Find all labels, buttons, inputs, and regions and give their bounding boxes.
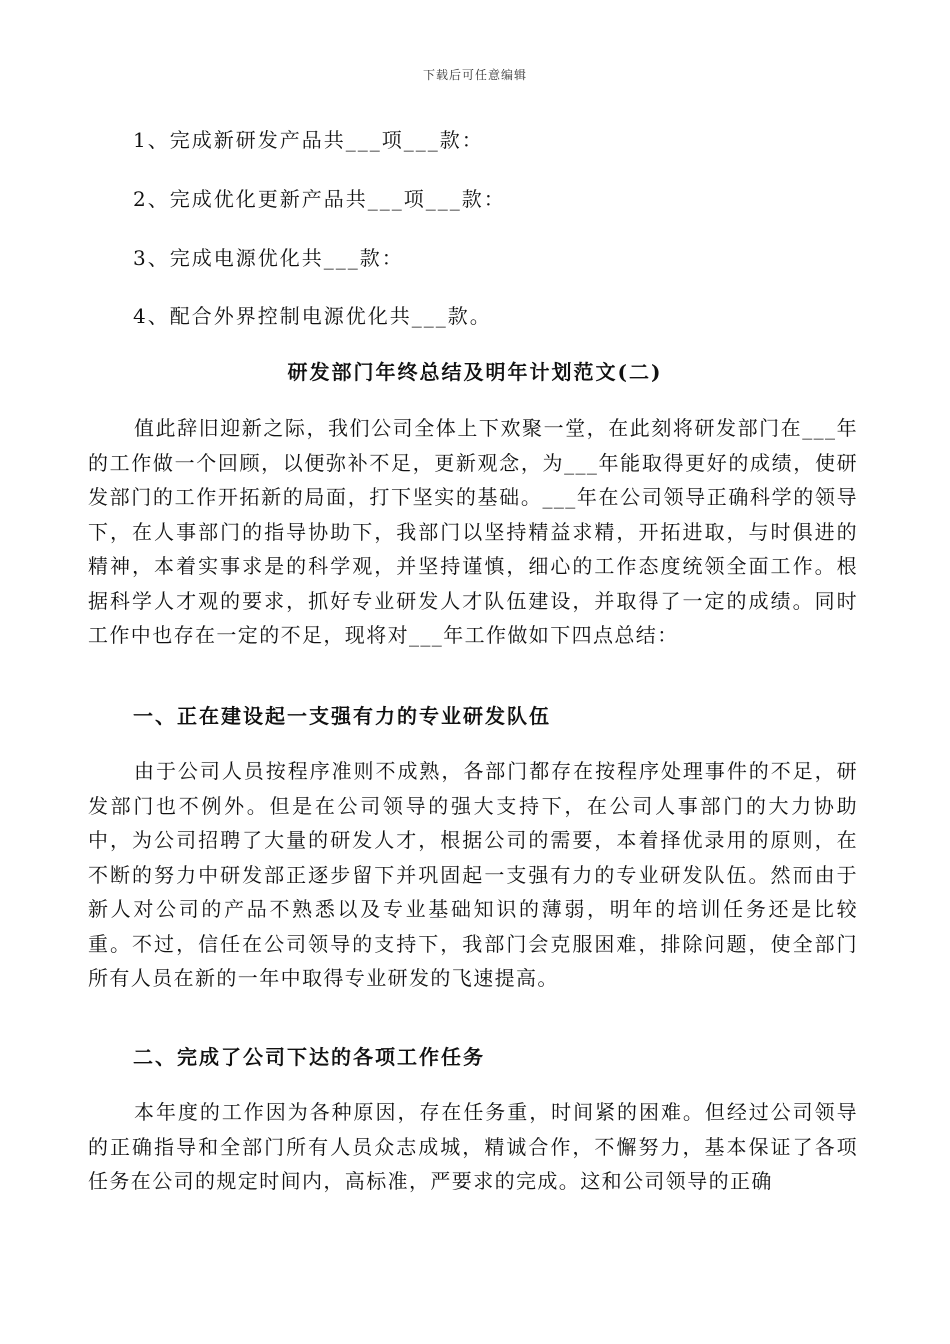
- section-2-heading: 二、完成了公司下达的各项工作任务: [133, 1045, 485, 1069]
- list-item-1: 1、完成新研发产品共___项___款：: [133, 128, 484, 152]
- list-item-4: 4、配合外界控制电源优化共___款。: [133, 304, 492, 328]
- page-header-note: 下载后可任意编辑: [422, 68, 527, 82]
- list-item-3: 3、完成电源优化共___款：: [133, 246, 404, 270]
- list-item-2: 2、完成优化更新产品共___项___款：: [133, 187, 506, 211]
- section-2-body: 本年度的工作因为各种原因，存在任务重，时间紧的困难。但经过公司领导的正确指导和全部门所有人员众志成城，精诚合作，不懈努力，基本保证了各项任务在公司的规定时间内，高标准，严要求的完成。这和公司领导的正确: [88, 1100, 858, 1193]
- section-1-body: 由于公司人员按程序准则不成熟，各部门都存在按程序处理事件的不足，研发部门也不例外。但是在公司领导的强大支持下，在公司人事部门的大力协助中，为公司招聘了大量的研发人才，根据公司的需要，本着择优录用的原则，在不断的努力中研发部正逐步留下并巩固起一支强有力的专业研发队伍。然而由于新人对公司的产品不熟悉以及专业基础知识的薄弱，明年的培训任务还是比较重。不过，信任在公司领导的支持下，我部门会克服困难，排除问题，使全部门所有人员在新的一年中取得专业研发的飞速提高。: [88, 759, 858, 990]
- section-1-heading: 一、正在建设起一支强有力的专业研发队伍: [133, 704, 551, 728]
- document-title: 研发部门年终总结及明年计划范文(二): [287, 360, 663, 384]
- intro-paragraph: 值此辞旧迎新之际，我们公司全体上下欢聚一堂，在此刻将研发部门在___年的工作做一个回顾，以便弥补不足，更新观念，为___年能取得更好的成绩，使研发部门的工作开拓新的局面，打下坚实的基础。___年在公司领导正确科学的领导下，在人事部门的指导协助下，我部门以坚持精益求精，开拓进取，与时俱进的精神，本着实事求是的科学观，并坚持谨慎，细心的工作态度统领全面工作。根据科学人才观的要求，抓好专业研发人才队伍建设，并取得了一定的成绩。同时工作中也存在一定的不足，现将对___年工作做如下四点总结：: [88, 416, 858, 647]
